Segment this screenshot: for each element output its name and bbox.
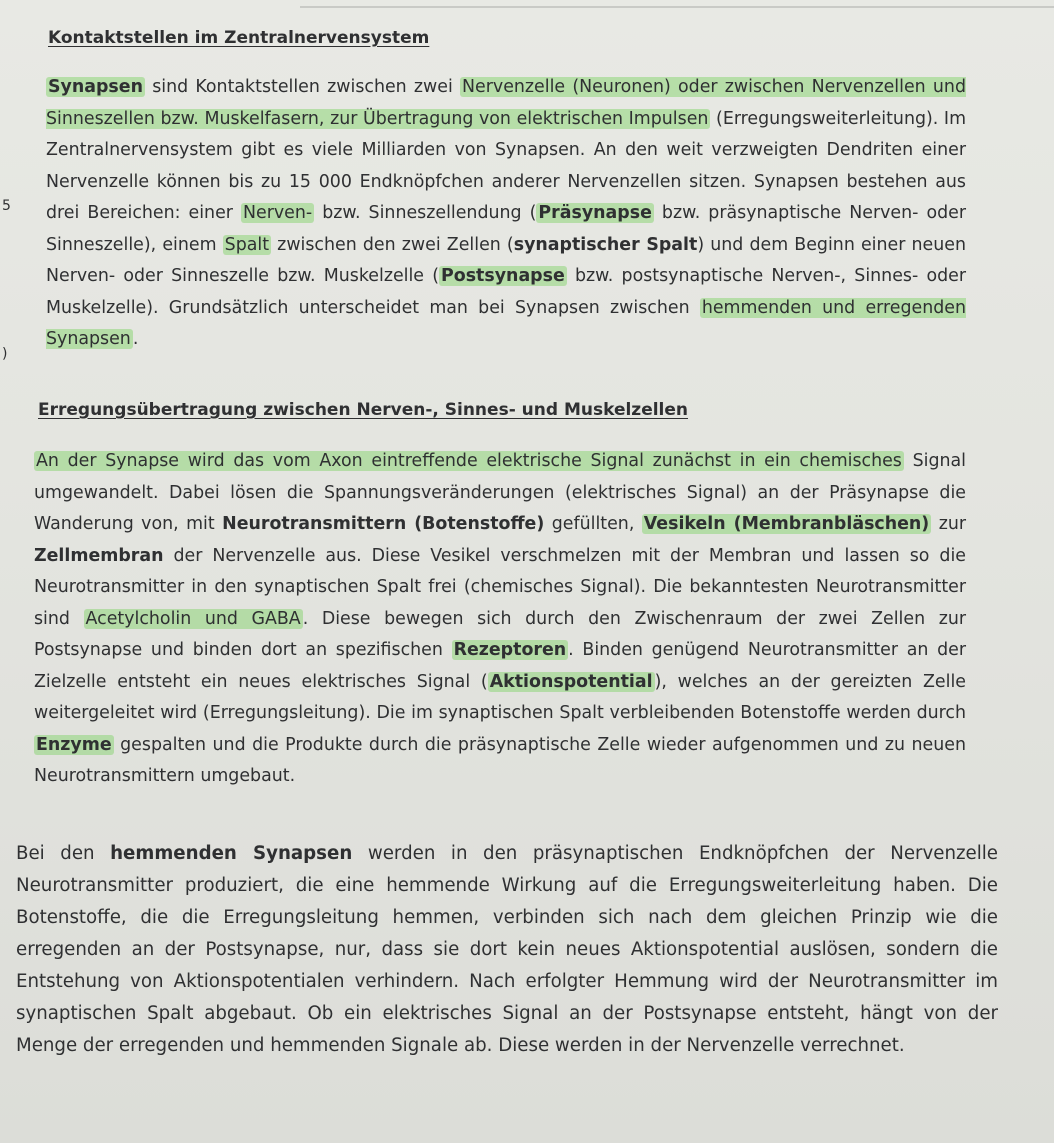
term-synaptischer-spalt: synaptischer Spalt <box>513 234 698 255</box>
highlight-span: hemmenden und erregenden Synapsen <box>46 297 966 349</box>
paragraph-hemmende-synapsen <box>16 838 998 1062</box>
page-edge-line <box>300 6 1054 8</box>
term-synapsen: Synapsen <box>48 77 143 97</box>
text-span: . <box>132 329 139 349</box>
text-span: zwischen den zwei Zellen ( <box>271 234 514 255</box>
text-span: zur <box>931 514 966 534</box>
text-span: gefüllten, <box>544 514 642 534</box>
term-postsynapse: Postsynapse <box>441 266 565 286</box>
term-zellmembran: Zellmembran <box>34 545 164 566</box>
text-span: Signal umgewandelt. Dabei lösen die Spannungsveränderungen (elektrisches Signal) an der Präsynapse die Wanderung von, mit <box>34 451 966 534</box>
paragraph-synapsen <box>46 72 966 356</box>
term-enzyme: Enzyme <box>36 734 112 755</box>
highlight-span: Spalt <box>224 234 270 255</box>
paragraph-erregungsuebertragung <box>34 446 966 793</box>
text-span: bzw. Sinneszellendung ( <box>314 203 537 223</box>
term-aktionspotential: Aktionspotential <box>489 671 653 692</box>
text-span: bzw. postsynaptische Nerven-, Sinnes- oder Muskelzelle). Grundsätzlich unterscheidet man bei Synapsen zwischen <box>46 266 966 318</box>
term-neurotransmitter: Neurotransmittern (Botenstoffe) <box>222 514 545 534</box>
text-span: gespalten und die Produkte durch die präsynaptische Zelle wieder aufgenommen und zu neuen Neurotransmittern umgebaut. <box>34 734 966 786</box>
text-span: bzw. präsynaptische Nerven- oder Sinneszelle), einem <box>46 203 966 255</box>
highlight-span: Acetylcholin und GABA <box>85 608 301 629</box>
highlight-span: Nervenzelle (Neuronen) oder zwischen Nervenzellen und Sinneszellen bzw. Muskelfasern, zur Übertragung von elektrischen Impulsen <box>46 77 966 129</box>
text-span: (Erregungsweiterleitung). Im Zentralnervensystem gibt es viele Milliarden von Synapsen. An den weit verzweigten Dendriten einer Nervenzelle können bis zu 15 000 Endknöpfchen anderer Nervenzellen sitzen. Synapsen bestehen aus drei Bereichen: einer <box>46 108 967 223</box>
highlight-span: Nerven- <box>242 203 313 223</box>
text-span: Bei den <box>16 843 111 864</box>
term-hemmende-synapsen: hemmenden Synapsen <box>110 843 353 864</box>
text-span: ), welches an der gereizten Zelle weitergeleitet wird (Erregungsleitung). Die im synaptischen Spalt verbleibenden Botenstoffe werden durch <box>34 671 966 723</box>
text-span: . Diese bewegen sich durch den Zwischenraum der zwei Zellen zur Postsynapse und binden dort an spezifischen <box>34 608 966 660</box>
text-span: der Nervenzelle aus. Diese Vesikel verschmelzen mit der Membran und lassen so die Neurotransmitter in den synaptischen Spalt frei (chemisches Signal). Die bekanntesten Neurotransmitter sind <box>34 545 966 629</box>
term-praesynapse: Präsynapse <box>538 203 652 223</box>
line-number-10: ) <box>2 346 8 362</box>
heading-erregungsuebertragung: Erregungsübertragung zwischen Nerven-, Sinnes- und Muskelzellen <box>38 400 689 420</box>
term-rezeptoren: Rezeptoren <box>453 640 567 660</box>
text-span: sind Kontaktstellen zwischen zwei <box>144 77 461 97</box>
highlight-span: An der Synapse wird das vom Axon eintreffende elektrische Signal zunächst in ein chemisches <box>36 451 902 471</box>
text-span: . Binden genügend Neurotransmitter an der Zielzelle entsteht ein neues elektrisches Signal ( <box>34 640 966 692</box>
text-span: werden in den präsynaptischen Endknöpfchen der Nervenzelle Neurotransmitter produziert, die eine hemmende Wirkung auf die Erregungsweiterleitung haben. Die Botenstoffe, die die Erregungsleitung hemmen, verbinden sich nach dem gleichen Prinzip wie die erregenden an der Postsynapse, nur, dass sie dort kein neues Aktionspotential auslösen, sondern die Entstehung von Aktionspotentialen verhindern. Nach erfolgter Hemmung wird der Neurotransmitter im synaptischen Spalt abgebaut. Ob ein elektrisches Signal an der Postsynapse entsteht, hängt von der Menge der erregenden und hemmenden Signale ab. Diese werden in der Nervenzelle verrechnet. <box>16 843 999 1056</box>
text-span: ) und dem Beginn einer neuen Nerven- oder Sinneszelle bzw. Muskelzelle ( <box>46 234 966 286</box>
heading-kontaktstellen: Kontaktstellen im Zentralnervensystem <box>48 28 430 48</box>
line-number-5: 5 <box>2 198 11 214</box>
term-vesikel: Vesikeln (Membranbläschen) <box>643 514 930 534</box>
